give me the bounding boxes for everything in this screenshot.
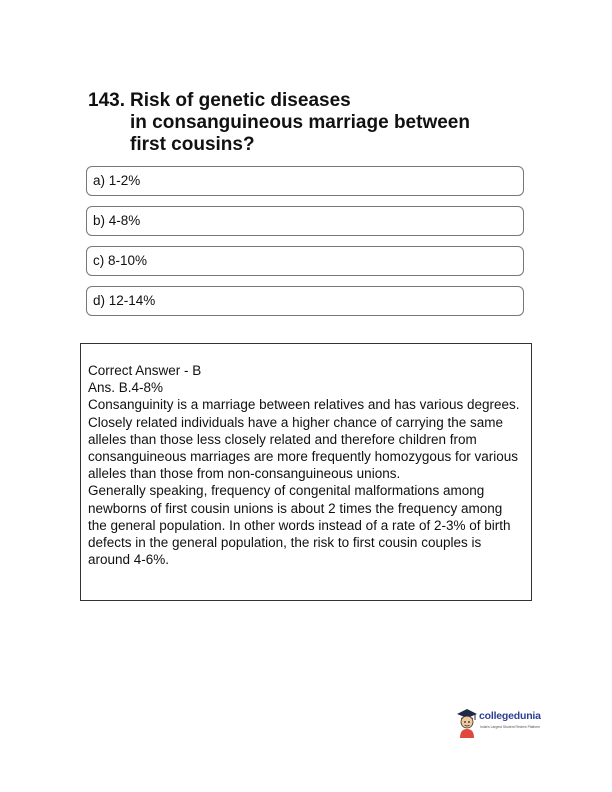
brand-name: collegedunia [479,710,541,722]
option-a[interactable]: a) 1-2% [86,166,524,196]
answer-explanation-box [80,343,532,601]
question-text: Risk of genetic diseases in consanguineous marriage between first cousins? [130,90,470,155]
brand-tagline: India's Largest Student Review Platform [480,725,541,729]
mascot-icon [456,708,478,738]
question-heading [88,90,528,156]
option-c[interactable]: c) 8-10% [86,246,524,276]
collegedunia-logo [456,706,566,740]
correct-answer-line: Correct Answer - B [88,363,202,378]
option-d[interactable]: d) 12-14% [86,286,524,316]
option-b[interactable]: b) 4-8% [86,206,524,236]
answer-line: Ans. B.4-8% [88,380,164,396]
explanation-paragraph-1: Consanguinity is a marriage between relatives and has various degrees. Closely related individuals have a higher chance of carrying the same alleles than those less closely related and therefore children from consanguineous marriages are more frequently homozygous for various alleles than those from non-consanguineous unions. [88,397,520,482]
question-number: 143. [88,90,125,111]
explanation-paragraph-2: Generally speaking, frequency of congenital malformations among newborns of first cousin unions is about 2 times the frequency among the general population. In other words instead of a rate of 2-3% of birth defects in the general population, the risk to first cousin couples is around 4-6%. [88,483,511,568]
